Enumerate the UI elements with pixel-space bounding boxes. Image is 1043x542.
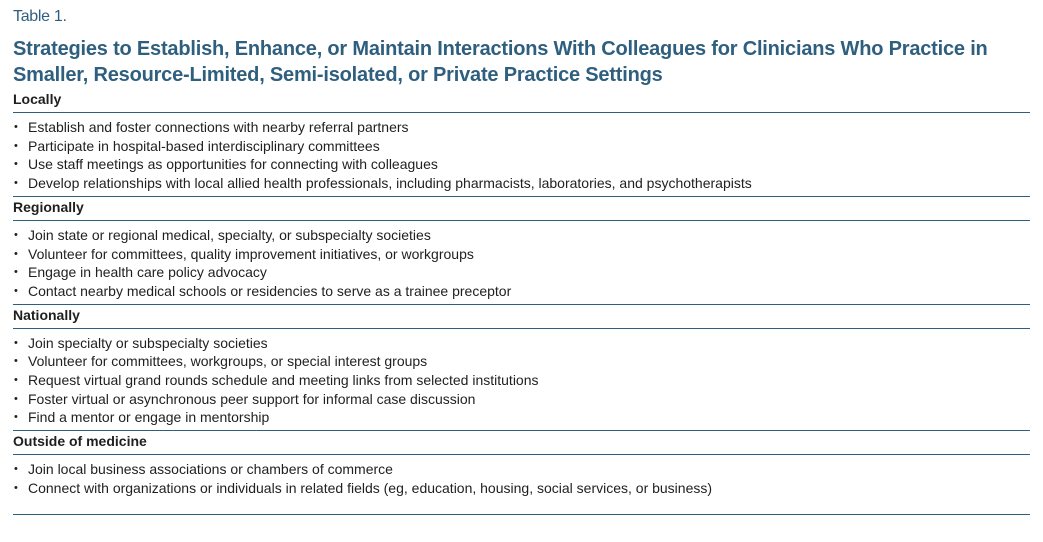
section-list bbox=[13, 455, 1030, 514]
section-regionally bbox=[13, 197, 1030, 305]
section-heading: Regionally bbox=[13, 197, 1030, 221]
list-item-text: Develop relationships with local allied health professionals, including pharmacists, laboratories, and psychotherapists bbox=[28, 175, 752, 192]
list-item-text: Connect with organizations or individuals in related fields (eg, education, housing, social services, or business) bbox=[28, 479, 713, 496]
list-item bbox=[13, 390, 1030, 409]
list-item-text: Volunteer for committees, workgroups, or special interest groups bbox=[28, 353, 428, 370]
strategies-table bbox=[13, 89, 1030, 515]
bullet-icon: • bbox=[14, 336, 18, 349]
list-item bbox=[13, 155, 1030, 174]
table-title: Strategies to Establish, Enhance, or Maintain Interactions With Colleagues for Clinicians Who Practice in Smaller, Resource-Limited, Semi-isolated, or Private Practice Settings bbox=[13, 38, 988, 86]
bullet-icon: • bbox=[14, 139, 18, 152]
list-item bbox=[13, 460, 1030, 479]
list-item bbox=[13, 371, 1030, 390]
bullet-icon: • bbox=[14, 463, 18, 476]
bullet-icon: • bbox=[14, 177, 18, 190]
list-item bbox=[13, 408, 1030, 427]
list-item bbox=[13, 226, 1030, 245]
bullet-icon: • bbox=[14, 411, 18, 424]
bullet-icon: • bbox=[14, 121, 18, 133]
table-label: Table 1. bbox=[13, 8, 67, 25]
bullet-icon: • bbox=[14, 247, 18, 260]
section-locally bbox=[13, 89, 1030, 197]
section-list bbox=[13, 329, 1030, 432]
list-item-text: Join local business associations or chambers of commerce bbox=[28, 461, 393, 478]
list-item-text: Establish and foster connections with nearby referral partners bbox=[28, 119, 409, 135]
list-item bbox=[13, 263, 1030, 282]
list-item-text: Request virtual grand rounds schedule and meeting links from selected institutions bbox=[28, 372, 539, 389]
list-item bbox=[13, 282, 1030, 301]
list-item bbox=[13, 118, 1030, 137]
bullet-icon: • bbox=[14, 228, 18, 241]
section-heading: Locally bbox=[13, 89, 1030, 113]
section-outside-of-medicine bbox=[13, 431, 1030, 514]
bullet-icon: • bbox=[14, 374, 18, 387]
list-item bbox=[13, 174, 1030, 193]
section-heading: Nationally bbox=[13, 305, 1030, 329]
section-list bbox=[13, 113, 1030, 197]
section-list bbox=[13, 221, 1030, 305]
bullet-icon: • bbox=[14, 392, 18, 405]
list-item-text: Use staff meetings as opportunities for connecting with colleagues bbox=[28, 156, 438, 173]
list-item-text: Contact nearby medical schools or residencies to serve as a trainee preceptor bbox=[28, 282, 512, 299]
bullet-icon: • bbox=[14, 355, 18, 368]
list-item bbox=[13, 479, 1030, 498]
list-item-text: Foster virtual or asynchronous peer support for informal case discussion bbox=[28, 390, 476, 407]
list-item-text: Participate in hospital-based interdisciplinary committees bbox=[28, 137, 380, 154]
section-heading: Outside of medicine bbox=[13, 431, 1030, 455]
list-item bbox=[13, 352, 1030, 371]
bullet-icon: • bbox=[14, 158, 18, 171]
list-item bbox=[13, 334, 1030, 353]
section-nationally bbox=[13, 305, 1030, 432]
list-item-text: Join state or regional medical, specialty, or subspecialty societies bbox=[28, 226, 431, 243]
list-item-text: Engage in health care policy advocacy bbox=[28, 264, 267, 281]
list-item-text: Find a mentor or engage in mentorship bbox=[28, 409, 270, 426]
bullet-icon: • bbox=[14, 266, 18, 279]
list-item bbox=[13, 245, 1030, 264]
bullet-icon: • bbox=[14, 284, 18, 297]
list-item bbox=[13, 137, 1030, 156]
list-item-text: Volunteer for committees, quality improvement initiatives, or workgroups bbox=[28, 245, 474, 262]
list-item-text: Join specialty or subspecialty societies bbox=[28, 334, 268, 351]
bullet-icon: • bbox=[14, 481, 18, 494]
